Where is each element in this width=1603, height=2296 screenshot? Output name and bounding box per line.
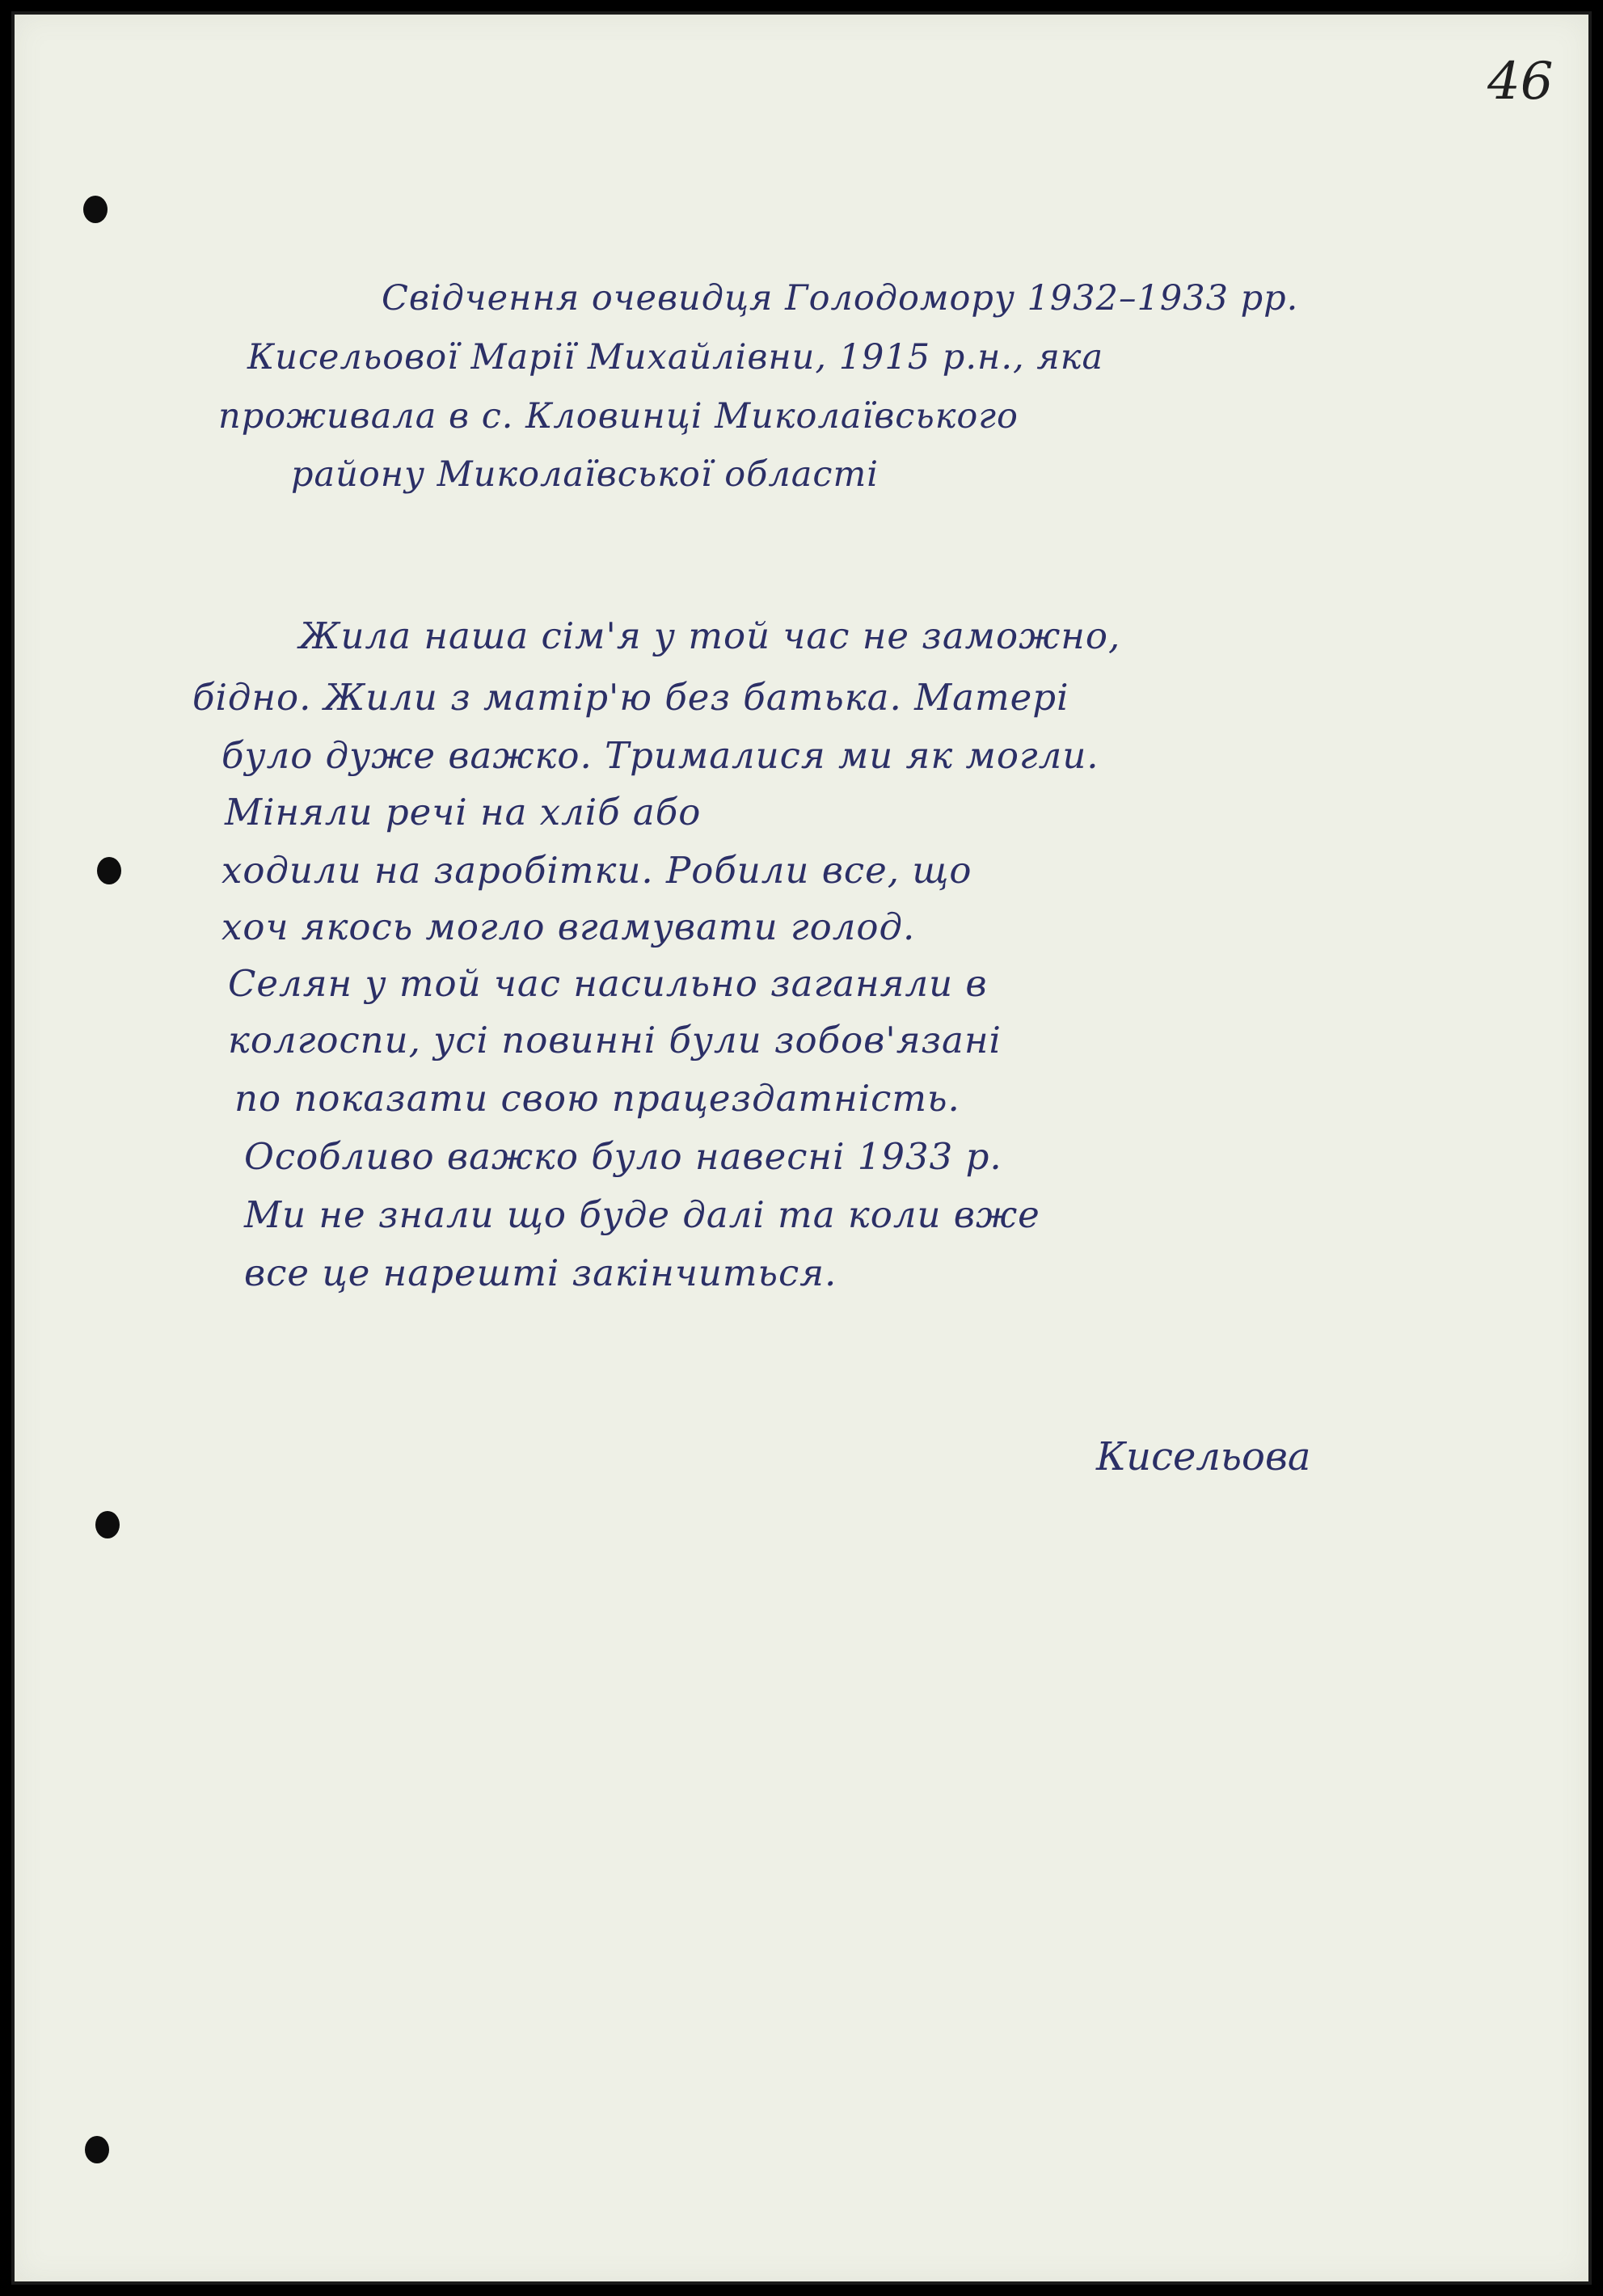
- body-line: Особливо важко було навесні 1933 р.: [244, 1135, 1002, 1178]
- punch-hole: [85, 2136, 109, 2163]
- body-line: ходили на заробітки. Робили все, що: [221, 849, 972, 892]
- heading-line: проживала в с. Кловинці Миколаївського: [218, 396, 1019, 437]
- heading-line: Кисельової Марії Михайлівни, 1915 р.н., яка: [247, 337, 1104, 378]
- body-line: Ми не знали що буде далі та коли вже: [244, 1193, 1040, 1236]
- heading-line: району Миколаївської області: [291, 454, 880, 495]
- punch-hole: [95, 1511, 120, 1538]
- body-line: все це нарешті закінчиться.: [244, 1251, 837, 1294]
- body-line: хоч якось могло вгамувати голод.: [221, 905, 916, 948]
- punch-hole: [83, 196, 108, 223]
- body-line: Жила наша сім'я у той час не заможно,: [299, 614, 1121, 657]
- heading-line: Свідчення очевидця Голодомору 1932–1933 рр.: [382, 278, 1299, 319]
- punch-hole: [97, 857, 121, 884]
- document-page: [11, 11, 1592, 2285]
- body-line: бідно. Жили з матір'ю без батька. Матері: [192, 676, 1069, 719]
- body-line: Селян у той час насильно заганяли в: [228, 962, 988, 1005]
- body-line: Міняли речі на хліб або: [225, 791, 702, 834]
- body-line: по показати свою працездатність.: [234, 1077, 960, 1120]
- body-line: колгоспи, усі повинні були зобов'язані: [228, 1019, 1002, 1061]
- page-number: 46: [1487, 52, 1554, 112]
- body-line: було дуже важко. Трималися ми як могли.: [221, 734, 1099, 777]
- signature: Кисельова: [1096, 1434, 1311, 1479]
